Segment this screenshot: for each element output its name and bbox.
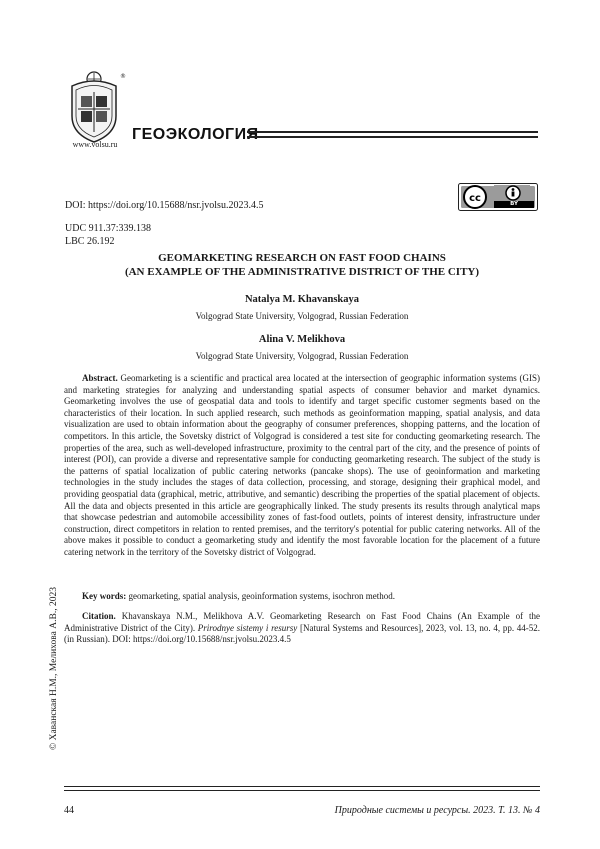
citation-post: [Natural Systems and Resources], 2023, vol. 13, no. 4, pp. 44-52. (in Russian). DOI: https://doi.org/10.15688/nsr.jvolsu.2023.4.5 [64, 622, 541, 645]
citation [64, 611, 540, 646]
logo-url[interactable]: www.volsu.ru [72, 140, 118, 149]
license-label: BY [510, 201, 518, 207]
citation-pre: Khavanskaya N.M., Melikhova A.V. Geomarketing Research on Fast Food Chains (An Example of the Administrative District of the City). [64, 611, 541, 633]
cc-by-icon [458, 183, 538, 211]
page-number: 44 [64, 805, 74, 816]
svg-text:®: ® [120, 73, 126, 80]
copyright-notice: © Хаванская Н.М., Мелихова А.В., 2023 [49, 587, 59, 750]
doi-link[interactable]: DOI: https://doi.org/10.15688/nsr.jvolsu.2023.4.5 [65, 200, 264, 211]
citation-journal: Prirodnye sistemy i resursy [197, 622, 298, 633]
svg-text:cc: cc [469, 193, 481, 204]
keywords-label: Key words: [82, 591, 127, 601]
citation-label: Citation. [82, 611, 116, 621]
university-seal-icon [64, 70, 124, 144]
abstract [64, 373, 540, 559]
keywords-text: geomarketing, spatial analysis, geoinformation systems, isochron method. [128, 591, 395, 601]
author-name: Alina V. Melikhova [258, 334, 346, 345]
keywords [64, 591, 540, 603]
article-title-line1: GEOMARKETING RESEARCH ON FAST FOOD CHAINS [158, 252, 446, 264]
article-title-line2: (AN EXAMPLE OF THE ADMINISTRATIVE DISTRICT OF THE CITY) [124, 266, 480, 278]
footer-rule [64, 786, 540, 791]
udc-code: UDC 911.37:339.138 [65, 223, 152, 234]
author-affiliation: Volgograd State University, Volgograd, Russian Federation [195, 351, 409, 361]
author-affiliation: Volgograd State University, Volgograd, Russian Federation [195, 311, 409, 321]
section-title: ГЕОЭКОЛОГИЯ [132, 126, 259, 143]
journal-reference: Природные системы и ресурсы. 2023. Т. 13. № 4 [334, 805, 540, 816]
header-rule [247, 131, 538, 138]
author-name: Natalya M. Khavanskaya [244, 294, 360, 305]
abstract-text: Geomarketing is a scientific and practical area located at the intersection of geographic information systems (GIS) and marketing strategies for analyzing and understanding spatial aspects of consumer behavior and market dynamics. Geomarketing involves the use of geospatial data and tools to identify and target specific customer segments based on the characteristics of their location. In such applied research, such methods as geoinformation mapping, spatial analysis, and data visualization are used to obtain information about the geography of consumer preferences, shopping patterns, and the location of competitors. In this article, the Sovetsky district of Volgograd is considered a test site for conducting geomarketing research. The properties of the area, such as well-developed infrastructure, proximity to the central part of the city, and the presence of points of interest (POI), can provide a diverse and representative sample for conducting geomarketing research. The subject of the study is the patterns of spatial localization of public catering networks (pancake shops). The use of geoinformation and marketing technologies in the study includes the stages of data collection, processing, and storage, designing their graphical model, and providing geospatial data (graphical, metric, attributive, and semantic) describing the properties of the spatial placement of objects. All the data and objects presented in this article are geographically linked. The study presents its results through analytical maps that showcase pedestrian and automobile accessibility zones of fast-food outlets, points of interest density, infrastructure under construction, direct competitors in relation to rented premises, and the territory's potential for public catering networks. All of the above makes it possible to conduct a geomarketing study and identify the most favorable location for the placement of a future catering network in the territory of the Sovetsky district of Volgograd. [64, 373, 540, 557]
abstract-label: Abstract. [82, 373, 118, 383]
lbc-code: LBC 26.192 [65, 236, 115, 247]
